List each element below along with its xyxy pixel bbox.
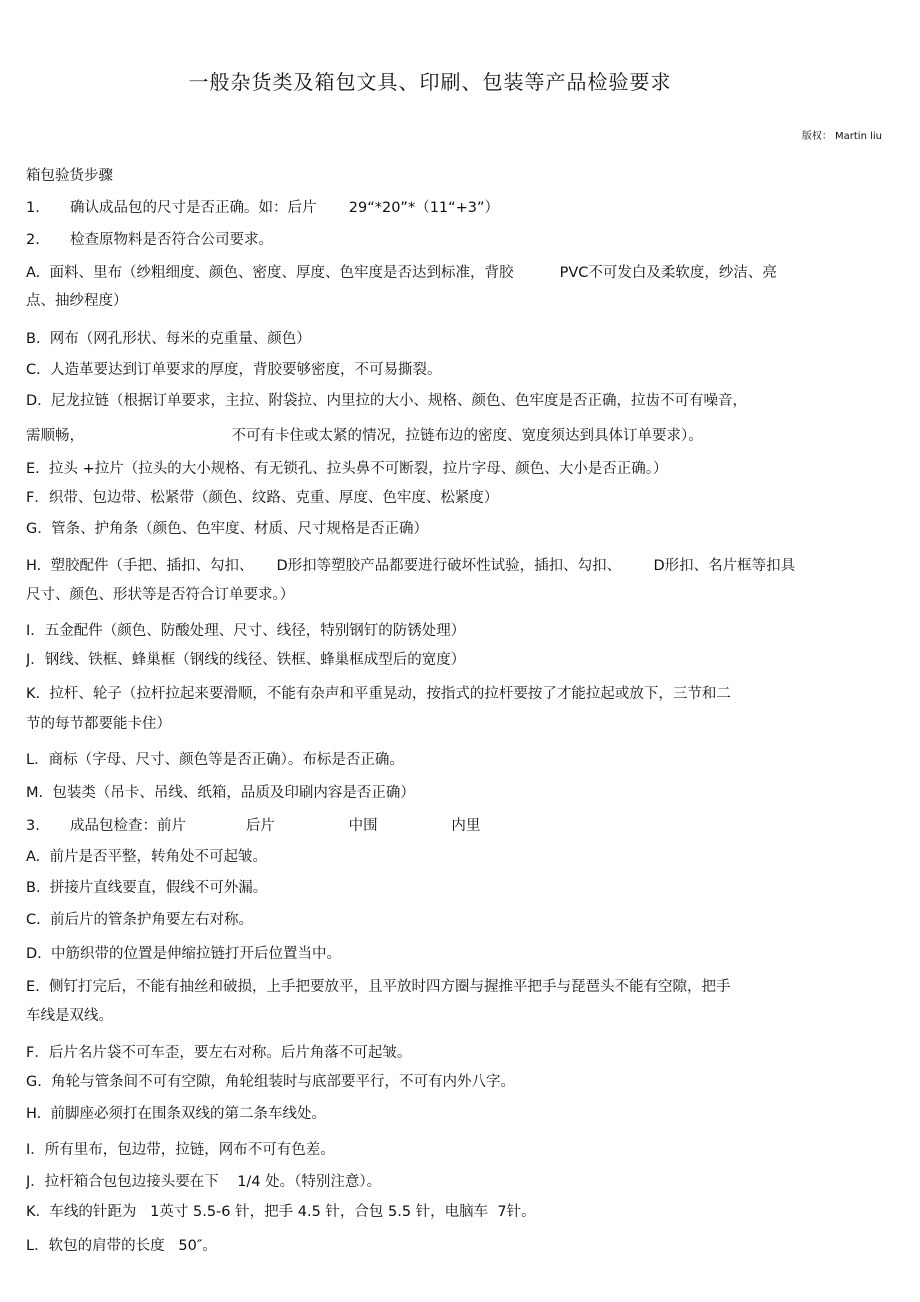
line-text: I．五金配件（颜色、防酸处理、尺寸、线径，特别钢钉的防锈处理） xyxy=(26,623,466,639)
line-text: E. 拉头 +拉片（拉头的大小规格、有无锁孔、拉头鼻不可断裂，拉片字母、颜色、大小是否正确。） xyxy=(26,461,668,477)
line-text: J．钢线、铁框、蜂巢框（钢线的线径、铁框、蜂巢框成型后的宽度） xyxy=(26,652,466,668)
line-text: G. 角轮与管条间不可有空隙，角轮组装时与底部要平行，不可有内外八字。 xyxy=(26,1074,516,1090)
text-line xyxy=(26,750,404,770)
text-line xyxy=(26,783,415,803)
text-line xyxy=(26,459,668,479)
step-number: 3. xyxy=(26,818,40,834)
line-text: 点、抽纱程度） xyxy=(26,293,128,309)
text-line xyxy=(26,910,253,930)
text-line xyxy=(26,1104,326,1124)
text-line xyxy=(26,519,428,539)
text-line xyxy=(26,714,171,734)
line-text: F．后片名片袋不可车歪，要左右对称。后片角落不可起皱。 xyxy=(26,1045,412,1061)
line-text: C. 人造革要达到订单要求的厚度，背胶要够密度，不可易撕裂。 xyxy=(26,362,442,378)
line-text: B. 网布（网孔形状、每米的克重量、颜色） xyxy=(26,331,311,347)
document-title: 一般杂货类及箱包文具、印刷、包装等产品检验要求 xyxy=(188,70,672,94)
text-line xyxy=(26,847,267,867)
step-number: 1. xyxy=(26,200,40,216)
text-line xyxy=(26,977,731,997)
text-line xyxy=(26,684,731,704)
line-text: 检查原物料是否符合公司要求。 xyxy=(70,232,273,248)
line-text: E. 侧钉打完后，不能有抽丝和破损，上手把要放平，且平放时四方圈与握推平把手与琵琶头不能有空隙，把手 xyxy=(26,979,731,995)
text-line xyxy=(26,944,341,964)
line-text: C. 前后片的管条护角要左右对称。 xyxy=(26,912,253,928)
text-line xyxy=(26,556,795,576)
text-line xyxy=(26,1202,536,1222)
line-text: F．织带、包边带、松紧带（颜色、纹路、克重、厚度、色牢度、松紧度） xyxy=(26,490,499,506)
text-line xyxy=(26,360,441,380)
line-text: L．软包的肩带的长度 50″。 xyxy=(26,1238,217,1254)
line-text: 成品包检查：前片 后片 中围 内里 xyxy=(70,818,481,834)
line-text: G. 管条、护角条（颜色、色牢度、材质、尺寸规格是否正确） xyxy=(26,521,429,537)
text-line xyxy=(26,263,777,283)
line-text: 尺寸、颜色、形状等是否符合订单要求。） xyxy=(26,587,295,603)
text-line xyxy=(26,198,499,218)
text-line xyxy=(26,329,311,349)
line-text: I．所有里布，包边带，拉链，网布不可有色差。 xyxy=(26,1142,335,1158)
line-text: 车线是双线。 xyxy=(26,1008,113,1024)
line-text: K. 拉杆、轮子（拉杆拉起来要滑顺，不能有杂声和平重晃动，按指式的拉杆要按了才能拉起或放下，三节和二 xyxy=(26,686,731,702)
text-line xyxy=(26,585,294,605)
text-line xyxy=(26,1172,381,1192)
copyright-note: 版权： Martin liu xyxy=(801,131,882,142)
line-text: M. 包装类（吊卡、吊线、纸箱，品质及印刷内容是否正确） xyxy=(26,785,415,801)
text-line xyxy=(26,1236,217,1256)
text-line xyxy=(26,1072,515,1092)
line-text: D. 中筋织带的位置是伸缩拉链打开后位置当中。 xyxy=(26,946,341,962)
text-line xyxy=(26,391,747,411)
text-line xyxy=(26,1043,411,1063)
text-line xyxy=(26,1140,335,1160)
text-line xyxy=(26,291,128,311)
line-text: H. 塑胶配件（手把、插扣、勾扣、 D形扣等塑胶产品都要进行破坏性试验，插扣、勾扣、 D形扣、名片框等扣具 xyxy=(26,558,796,574)
line-text: 节的每节都要能卡住） xyxy=(26,716,171,732)
line-text: J．拉杆箱合包包边接头要在下 1/4 处。（特别注意）。 xyxy=(26,1174,382,1190)
line-text: B. 拼接片直线要直，假线不可外漏。 xyxy=(26,880,268,896)
text-line xyxy=(26,621,465,641)
line-text: K. 车线的针距为 1英寸 5.5-6 针，把手 4.5 针，合包 5.5 针，电脑车 7针。 xyxy=(26,1204,536,1220)
line-text: H. 前脚座必须打在围条双线的第二条车线处。 xyxy=(26,1106,326,1122)
text-line xyxy=(26,166,113,186)
step-number: 2. xyxy=(26,232,40,248)
text-line xyxy=(26,230,273,250)
line-text: 箱包验货步骤 xyxy=(26,168,113,184)
line-text: L．商标（字母、尺寸、颜色等是否正确）。布标是否正确。 xyxy=(26,752,404,768)
line-text: A. 前片是否平整，转角处不可起皱。 xyxy=(26,849,267,865)
text-line xyxy=(26,488,498,508)
line-text: A. 面料、里布（纱粗细度、颜色、密度、厚度、色牢度是否达到标准，背胶 PVC不可发白及柔软度，纱洁、亮 xyxy=(26,265,777,281)
text-line xyxy=(26,1006,113,1026)
line-text: D. 尼龙拉链（根据订单要求，主拉、附袋拉、内里拉的大小、规格、颜色、色牢度是否正确，拉齿不可有噪音， xyxy=(26,393,747,409)
text-line xyxy=(26,650,465,670)
line-text: 确认成品包的尺寸是否正确。如：后片 29“*20”*（11“+3”） xyxy=(70,200,500,216)
text-line xyxy=(26,816,480,836)
text-line xyxy=(26,878,267,898)
line-text: 需顺畅， 不可有卡住或太紧的情况，拉链布边的密度、宽度须达到具体订单要求）。 xyxy=(26,428,703,444)
text-line xyxy=(26,426,703,446)
